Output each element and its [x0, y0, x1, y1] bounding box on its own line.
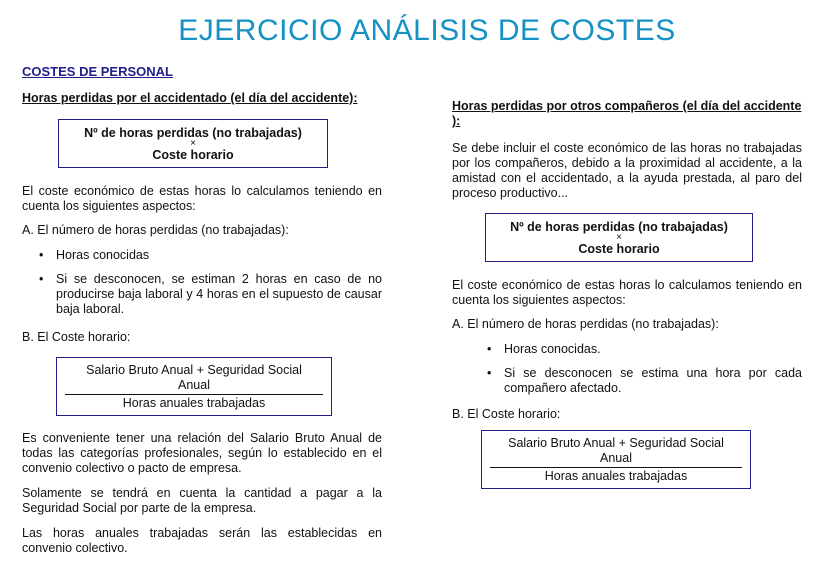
- right-item-a: A. El número de horas perdidas (no trabajadas):: [452, 317, 719, 331]
- cost-formula-denominator: Horas anuales trabajadas: [544, 469, 688, 483]
- hours-formula-line2: Coste horario: [152, 148, 234, 162]
- hours-formula-line1: Nº de horas perdidas (no trabajadas): [510, 220, 728, 234]
- right-paragraph-1: Se debe incluir el coste económico de las horas no trabajadas por los compañeros, debido a la proximidad al accidente, a la amistad con el accidentado, a la ayuda prestada, al paro del proceso productivo...: [452, 141, 802, 200]
- cost-formula-numerator: Salario Bruto Anual + Seguridad Social Anual: [65, 363, 323, 395]
- right-item-b: B. El Coste horario:: [452, 407, 561, 421]
- right-bullet-list: [452, 342, 802, 396]
- hours-formula-line2: Coste horario: [578, 242, 660, 256]
- hours-formula-box-right: [485, 213, 753, 262]
- multiply-sign: ×: [616, 232, 622, 243]
- list-item: • Horas conocidas.: [504, 342, 802, 357]
- page-title: EJERCICIO ANÁLISIS DE COSTES: [178, 14, 676, 47]
- left-item-b: B. El Coste horario:: [22, 330, 131, 344]
- hours-formula-box: [58, 119, 328, 168]
- hours-formula-line1: Nº de horas perdidas (no trabajadas): [84, 126, 302, 140]
- left-bullet-list: [22, 248, 382, 317]
- left-column: [22, 91, 382, 556]
- right-intro-text: El coste económico de estas horas lo calculamos teniendo en cuenta los siguientes aspectos:: [452, 278, 802, 307]
- section-heading: COSTES DE PERSONAL: [22, 64, 173, 79]
- cost-formula-box-right: [481, 430, 751, 489]
- left-paragraph-2: Solamente se tendrá en cuenta la cantidad a pagar a la Seguridad Social por parte de la empresa.: [22, 486, 382, 515]
- cost-formula-denominator: Horas anuales trabajadas: [122, 396, 266, 410]
- left-paragraph-3: Las horas anuales trabajadas serán las establecidas en convenio colectivo.: [22, 526, 382, 555]
- list-item: • Si se desconocen, se estiman 2 horas en caso de no producirse baja laboral y 4 horas en el supuesto de causar baja laboral.: [56, 272, 382, 317]
- right-column: [452, 99, 802, 489]
- list-item: • Horas conocidas: [56, 248, 382, 263]
- multiply-sign: ×: [190, 138, 196, 149]
- left-paragraph-1: Es conveniente tener una relación del Salario Bruto Anual de todas las categorías profesionales, según lo establecido en el convenio colectivo o pacto de empresa.: [22, 431, 382, 475]
- cost-formula-box-left: [56, 357, 332, 416]
- list-item: • Si se desconocen se estima una hora por cada compañero afectado.: [504, 366, 802, 396]
- cost-formula-numerator: Salario Bruto Anual + Seguridad Social Anual: [490, 436, 742, 468]
- left-item-a: A. El número de horas perdidas (no trabajadas):: [22, 223, 289, 237]
- right-subheading: Horas perdidas por otros compañeros (el día del accidente ):: [452, 99, 802, 128]
- left-subheading: Horas perdidas por el accidentado (el día del accidente):: [22, 91, 358, 105]
- left-intro-text: El coste económico de estas horas lo calculamos teniendo en cuenta los siguientes aspectos:: [22, 184, 382, 213]
